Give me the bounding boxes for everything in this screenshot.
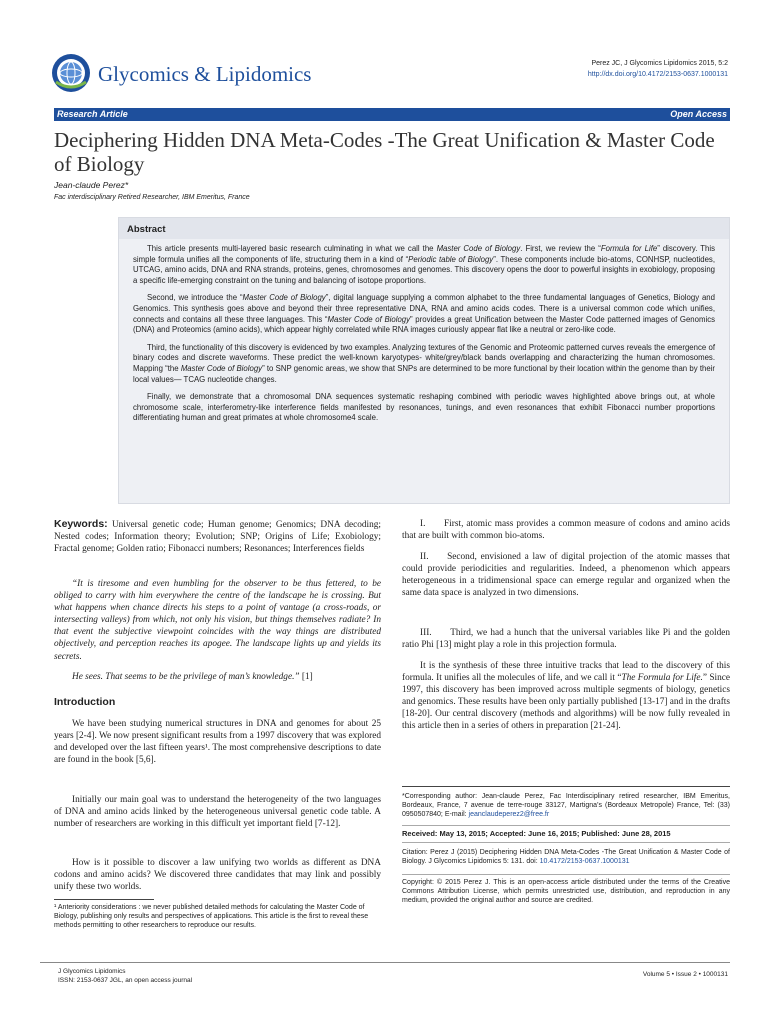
- abstract-paragraph: Second, we introduce the “Master Code of Biology”, digital language supplying a common alphabet to the three fundamental languages of Genetics, Biology and Genomics. This synthesis goes above and beyond their three representative DNA, RNA and amino acids codes. There is a universal common code which unifies, connects and contains all these three languages. This “Master Code of Biology” provides a great Unification between the Master Code patterned images of Genomics (DNA) and Proteomics (amino acids), which appear highly correlated while RNA images curiously appear flat like a neutral or zero-like code.: [133, 293, 715, 335]
- list-item: III. Third, we had a hunch that the universal variables like Pi and the golden ratio Phi [13] might play a role in this projection formula.: [402, 628, 730, 651]
- journal-logo: [50, 52, 92, 94]
- affiliation: Fac interdisciplinary Retired Researcher, IBM Emeritus, France: [54, 194, 250, 201]
- abstract-paragraph: This article presents multi-layered basic research culminating in what we call the Master Code of Biology. First, we review the “Formula for Life” discovery. This simple formula unifies all the components of life, structuring them in a kind of “Periodic table of Biology”. These components include bio-atoms, CONHSP, nucleotides, UTCAG, amino acids, DNA and RNA strands, proteins, genes, chromosomes and genomes. This discovery opens the door to powerful insights in exobiology, proposing a specific life-emerging constraint on the tuning and balancing of isotope proportions.: [133, 244, 715, 285]
- citation-doi-link[interactable]: 10.4172/2153-0637.1000131: [539, 858, 630, 866]
- abstract-paragraph: Finally, we demonstrate that a chromosomal DNA sequences systematic reshaping combined with periodic waves highlighted above brings out, at whole chromosome scale, interferometry-like interference fields manifested by resonances, tunings, and even resonances that exhibit Fibonacci number proportions differentiating human and great primates at whole chromosome4 scale.: [133, 392, 715, 423]
- doi-link[interactable]: http://dx.doi.org/10.4172/2153-0637.1000131: [587, 71, 728, 78]
- intro-paragraph: Initially our main goal was to understand the heterogeneity of the two languages of DNA and amino acids linked by the heterogeneous universal genetic code table. A number of researchers are working in this difficult yet important field [7-12].: [54, 795, 381, 830]
- received-dates: Received: May 13, 2015; Accepted: June 16, 2015; Published: June 28, 2015: [402, 829, 671, 838]
- intro-paragraph: We have been studying numerical structures in DNA and genomes for about 25 years [2-4]. We now present significant results from a 1997 discovery that was explored and developed over the last fifteen years¹. The most comprehensive descriptions to date are found in the book [5,6].: [54, 719, 381, 766]
- keywords: Keywords: Universal genetic code; Human genome; Genomics; DNA decoding; Nested codes; Information theory; Evolution; SNP; Origins of Life; Exobiology; Fractal genome; Golden ratio; Fibonacci numbers; Resonances; Interferences fields: [54, 518, 381, 555]
- abstract-heading: Abstract: [119, 218, 729, 239]
- citation-text: Perez JC, J Glycomics Lipidomics 2015, 5:2: [591, 60, 728, 67]
- epigraph-paragraph: He sees. That seems to be the privilege of man’s knowledge.” [1]: [72, 671, 313, 682]
- abstract-body: [133, 244, 715, 431]
- citation-info: Citation: Perez J (2015) Deciphering Hidden DNA Meta-Codes -The Great Unification & Master Code of Biology. J Glycomics Lipidomics 5: 131. doi: 10.4172/2153-0637.1000131: [402, 849, 730, 866]
- abstract-paragraph: Third, the functionality of this discovery is evidenced by two examples. Analyzing textures of the Genomic and Proteomic patterned curves reveals the emergence of binary codes and discrete waveforms. These predict the well-known karyotypes- white/grey/black bands overlapping and characterizing the human chromosomes. Mapping “the Master Code of Biology” to SNP genomic areas, we show that SNPs are determined to be more functional by their location within the genome than by their local values— TCAG nucleotide changes.: [133, 342, 716, 384]
- info-divider: [402, 825, 730, 826]
- copyright: Copyright: © 2015 Perez J. This is an open-access article distributed under the terms of the Creative Commons Attribution License, which permits unrestricted use, distribution, and reproduction in any medium, provided the original author and source are credited.: [402, 879, 730, 905]
- footer-journal-name: J Glycomics Lipidomics: [58, 968, 126, 975]
- header-citation: [588, 58, 728, 80]
- article-title: Deciphering Hidden DNA Meta-Codes -The Great Unification & Master Code of Biology: [54, 128, 715, 176]
- info-divider: [402, 786, 730, 787]
- info-divider: [402, 874, 730, 875]
- email-link[interactable]: jeanclaudeperez2@free.fr: [468, 811, 550, 819]
- author: Jean-claude Perez*: [54, 180, 129, 190]
- journal-name[interactable]: Glycomics & Lipidomics: [98, 62, 312, 86]
- article-type-bar: [54, 108, 730, 121]
- epigraph-paragraph: “It is tiresome and even humbling for the observer to be thus fettered, to be obliged to carry with him everywhere the centre of the landscape he is crossing. But what happens when chance directs his steps to a point of vantage (a cross-roads, or intersecting valleys) from which, not only his vision, but things themselves radiate? In that event the subjective viewpoint coincides with the way things are distributed objectively, and perception reaches its apogee. The landscape lights up and yields its secrets.: [54, 579, 381, 662]
- footnote-divider: [54, 899, 154, 900]
- introduction-heading: Introduction: [54, 696, 116, 708]
- intro-paragraph: How is it possible to discover a law unifying two worlds as different as DNA codons and amino acids? We discovered three candidates that may link and possibly unify these two worlds.: [54, 858, 381, 893]
- footer-issn: ISSN: 2153-0637 JGL, an open access journal: [58, 977, 193, 984]
- body-paragraph: It is the synthesis of these three intuitive tracks that lead to the discovery of this formula. It unifies all the molecules of life, and we call it “The Formula for Life.” Since 1997, this discovery has been improved across multiple segments of biology, genetics and genomics. These results have been only partially published [13-17] and in the drafts [18-20]. Our central discovery (methods and algorithms) will be now fully revealed in this article then in a series of others in preparation [21-24].: [402, 661, 731, 732]
- keywords-label: Keywords:: [54, 518, 108, 530]
- list-item: I. First, atomic mass provides a common measure of codons and amino acids that are built with common bio-atoms.: [402, 519, 730, 542]
- footer-journal: [58, 967, 192, 985]
- epigraph: [54, 578, 381, 683]
- list-item: II. Second, envisioned a law of digital projection of the atomic masses that could provide periodicities and regularities. Indeed, a phenomenon which appears heterogeneous in a tridimensional space can emerge regular and organized when the same data space is analyzed in two dimensions.: [402, 552, 730, 599]
- footer-divider: [40, 962, 730, 963]
- corresponding-author: *Corresponding author: Jean-claude Perez, Fac Interdisciplinary retired researcher, IBM Emeritus, Bordeaux, France, 7 avenue de terre-rouge 33127, Martigna’s (Bordeaux Metropole) France, Tel: (33) 0950507840; E-mail: jeanclaudeperez2@free.fr: [402, 793, 730, 819]
- info-divider: [402, 842, 730, 843]
- footer-volume: Volume 5 • Issue 2 • 1000131: [642, 971, 728, 978]
- abstract-box: [118, 217, 730, 504]
- article-type: Research Article: [57, 109, 128, 119]
- footnote: ¹ Anteriority considerations : we never published detailed methods for calculating the Master Code of Biology, publishing only results and perspectives of applications. This article is the first to reveal these methods permitting to other researchers to reproduce our results.: [54, 904, 369, 930]
- open-access-label: Open Access: [670, 109, 727, 119]
